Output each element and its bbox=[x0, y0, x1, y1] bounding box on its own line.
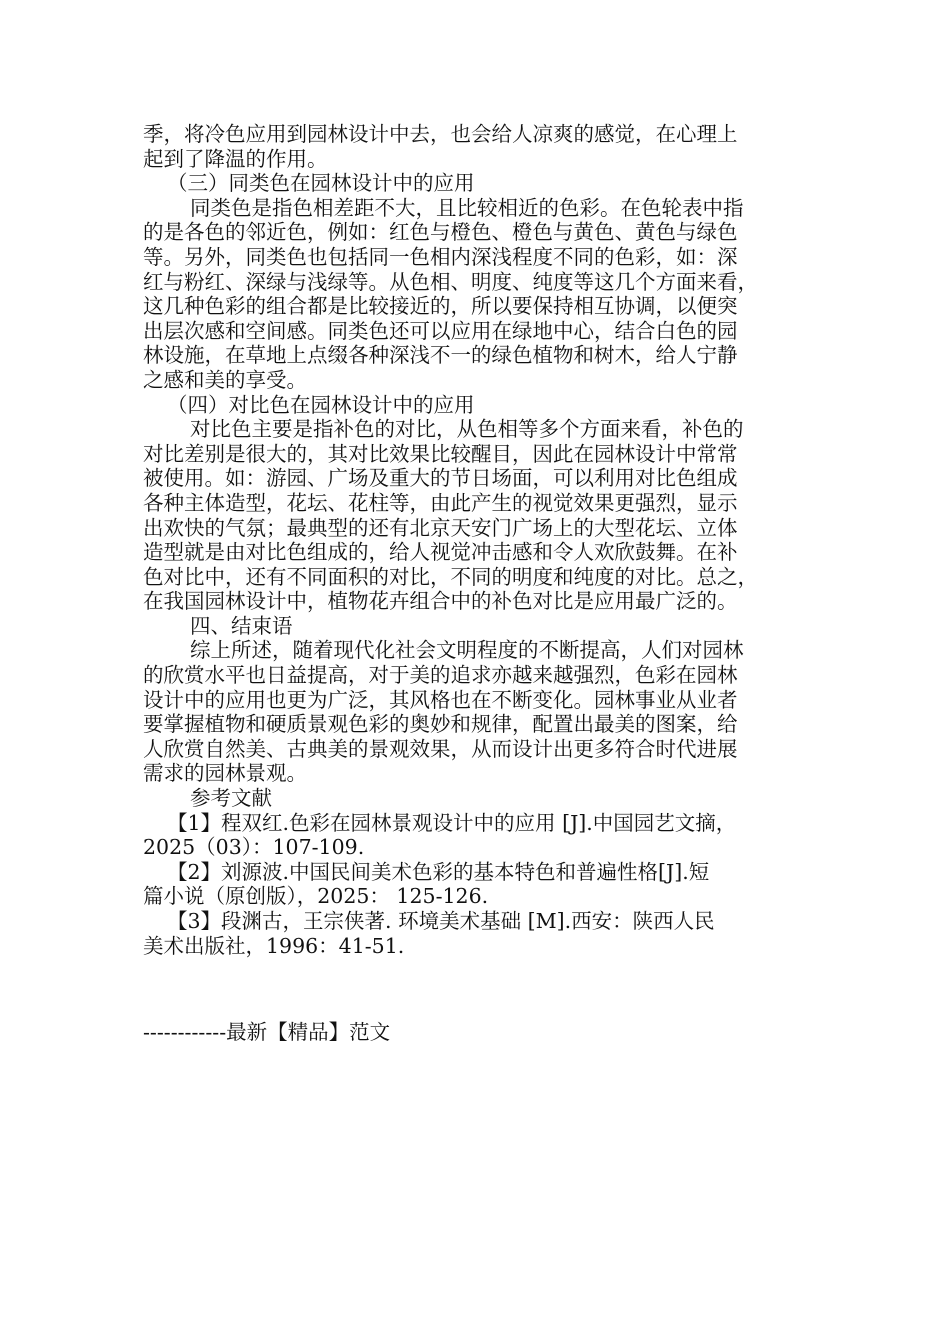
paragraph-line: 起到了降温的作用。 bbox=[143, 146, 328, 171]
paragraph-line: 对比差别是很大的，其对比效果比较醒目，因此在园林设计中常常 bbox=[143, 441, 738, 466]
paragraph-line: 的是各色的邻近色，例如：红色与橙色、橙色与黄色、黄色与绿色 bbox=[143, 220, 738, 245]
paragraph-line: 设计中的应用也更为广泛，其风格也在不断变化。园林事业从业者 bbox=[143, 687, 738, 712]
paragraph-line: 需求的园林景观。 bbox=[143, 761, 307, 786]
paragraph-line: 的欣赏水平也日益提高，对于美的追求亦越来越强烈，色彩在园林 bbox=[143, 663, 738, 688]
reference-item: 美术出版社，1996：41-51. bbox=[143, 933, 405, 958]
paragraph-line: 林设施，在草地上点缀各种深浅不一的绿色植物和树木，给人宁静 bbox=[143, 343, 738, 368]
paragraph-line: 之感和美的享受。 bbox=[143, 367, 307, 392]
paragraph-line: 在我国园林设计中，植物花卉组合中的补色对比是应用最广泛的。 bbox=[143, 589, 738, 614]
reference-item: 篇小说（原创版），2025： 125-126. bbox=[143, 884, 489, 909]
section-heading: 四、结束语 bbox=[190, 613, 293, 638]
paragraph-line: 要掌握植物和硬质景观色彩的奥妙和规律，配置出最美的图案，给 bbox=[143, 712, 738, 737]
section-heading: （三）同类色在园林设计中的应用 bbox=[167, 171, 475, 196]
paragraph-line: 各种主体造型，花坛、花柱等，由此产生的视觉效果更强烈，显示 bbox=[143, 490, 738, 515]
paragraph-line: 综上所述，随着现代化社会文明程度的不断提高，人们对园林 bbox=[190, 638, 744, 663]
paragraph-line: 红与粉红、深绿与浅绿等。从色相、明度、纯度等这几个方面来看， bbox=[143, 269, 758, 294]
footer-text: ------------最新【精品】范文 bbox=[143, 1020, 391, 1044]
paragraph-line: 人欣赏自然美、古典美的景观效果，从而设计出更多符合时代进展 bbox=[143, 736, 738, 761]
paragraph-line: 造型就是由对比色组成的，给人视觉冲击感和令人欢欣鼓舞。在补 bbox=[143, 540, 738, 565]
paragraph-line: 出欢快的气氛；最典型的还有北京天安门广场上的大型花坛、立体 bbox=[143, 515, 738, 540]
paragraph-line: 被使用。如：游园、广场及重大的节日场面，可以利用对比色组成 bbox=[143, 466, 738, 491]
references-heading: 参考文献 bbox=[190, 786, 272, 811]
paragraph-line: 季，将冷色应用到园林设计中去，也会给人凉爽的感觉，在心理上 bbox=[143, 122, 738, 146]
section-heading: （四）对比色在园林设计中的应用 bbox=[167, 392, 475, 417]
paragraph-line: 对比色主要是指补色的对比，从色相等多个方面来看，补色的 bbox=[190, 417, 744, 442]
reference-item: 【2】刘源波.中国民间美术色彩的基本特色和普遍性格[J].短 bbox=[167, 859, 710, 884]
paragraph-line: 出层次感和空间感。同类色还可以应用在绿地中心，结合白色的园 bbox=[143, 318, 738, 343]
paragraph-line: 等。另外，同类色也包括同一色相内深浅程度不同的色彩，如：深 bbox=[143, 244, 738, 269]
reference-item: 【3】段渊古，王宗侠著. 环境美术基础 [M].西安：陕西人民 bbox=[167, 909, 715, 933]
reference-item: 2025（03）：107-109. bbox=[143, 835, 365, 860]
paragraph-line: 色对比中，还有不同面积的对比，不同的明度和纯度的对比。总之， bbox=[143, 564, 758, 589]
paragraph-line: 同类色是指色相差距不大，且比较相近的色彩。在色轮表中指 bbox=[190, 195, 744, 220]
document-body bbox=[143, 122, 823, 958]
reference-item: 【1】程双红.色彩在园林景观设计中的应用 [J].中国园艺文摘， bbox=[167, 810, 737, 835]
paragraph-line: 这几种色彩的组合都是比较接近的，所以要保持相互协调，以便突 bbox=[143, 294, 738, 319]
